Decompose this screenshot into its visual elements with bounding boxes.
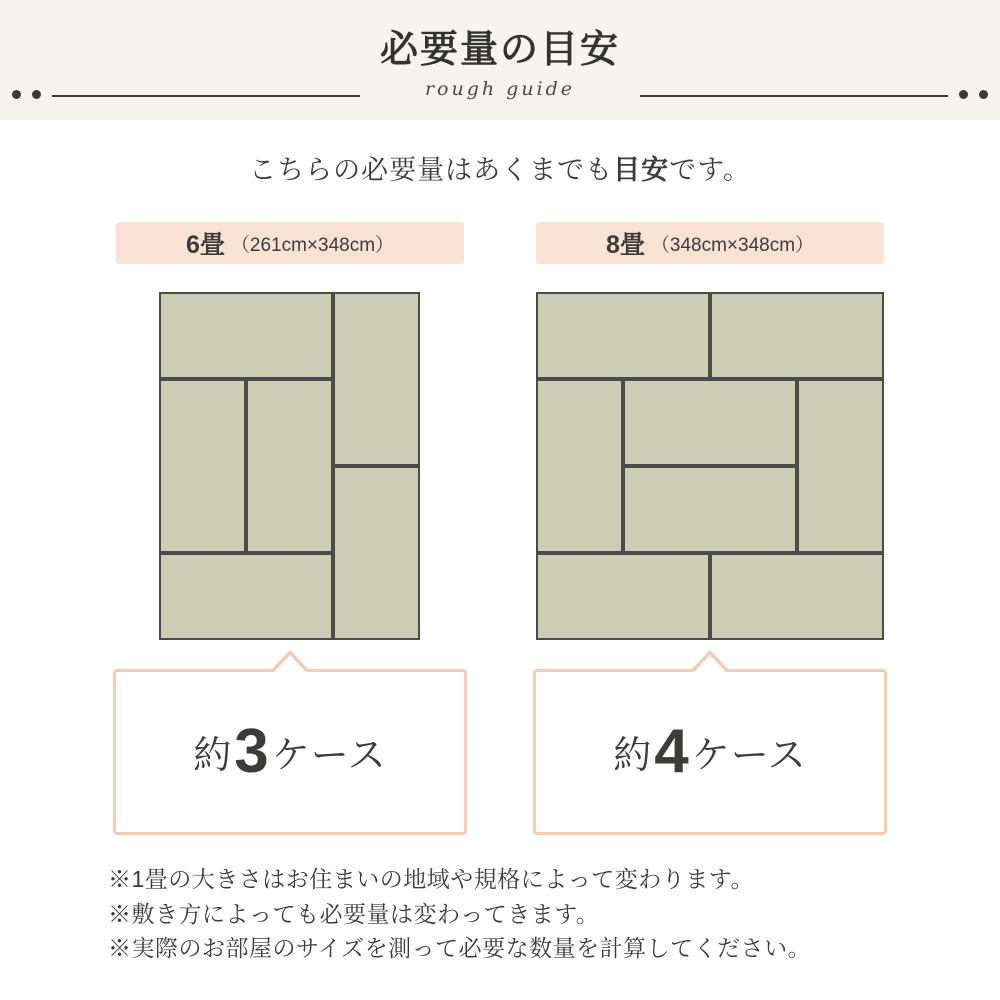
size-label-8jo	[536, 222, 884, 264]
header-band	[0, 0, 1000, 120]
note-item: ※1畳の大きさはお住まいの地域や規格によって変わります。	[108, 866, 754, 892]
note-item: ※敷き方によっても必要量は変わってきます。	[108, 900, 600, 927]
tatami-layout-6jo	[159, 292, 421, 641]
tatami-mat	[623, 466, 797, 553]
callout-8jo-number: 4	[654, 717, 690, 786]
callout-6jo-prefix: 約	[193, 735, 233, 777]
tatami-mat	[797, 379, 884, 553]
tatami-mat	[536, 379, 623, 553]
tatami-mat	[333, 292, 420, 466]
callout-arrow-fill-icon	[693, 655, 727, 673]
column-6jo	[80, 222, 500, 835]
size-label-8jo-dim: （348cm×348cm）	[650, 234, 815, 256]
callout-6jo-suffix: ケース	[271, 735, 387, 777]
callout-6jo-text	[193, 717, 387, 786]
decor-dot-icon	[959, 90, 968, 99]
callout-8jo-suffix: ケース	[691, 735, 807, 777]
callout-6jo	[113, 669, 467, 835]
tatami-mat	[333, 466, 420, 640]
callout-8jo-prefix: 約	[613, 735, 653, 777]
note-item: ※実際のお部屋のサイズを測って必要な数量を計算してください。	[108, 935, 812, 961]
tatami-mat	[536, 292, 710, 379]
tatami-mat	[710, 292, 884, 379]
tatami-mat	[536, 553, 710, 640]
tatami-mat	[159, 292, 333, 379]
tatami-mat	[159, 553, 333, 640]
callout-8jo	[533, 669, 887, 835]
size-label-6jo	[116, 222, 464, 264]
size-label-6jo-dim: （261cm×348cm）	[230, 234, 395, 256]
callout-6jo-number: 3	[234, 717, 270, 786]
tatami-layout-8jo	[536, 292, 885, 641]
tatami-mat	[710, 553, 884, 640]
callout-8jo-text	[613, 717, 807, 786]
lead-emphasis: 目安	[613, 155, 670, 185]
callout-arrow-fill-icon	[273, 655, 307, 673]
lead-text	[0, 148, 1000, 187]
lead-prefix: こちらの必要量はあくまでも	[249, 155, 614, 185]
page-title: 必要量の目安	[379, 29, 620, 71]
tatami-mat	[246, 379, 333, 553]
page-subtitle: rough guide	[424, 78, 576, 100]
lead-suffix: です。	[669, 155, 751, 185]
size-label-6jo-main: 6畳	[185, 231, 225, 259]
tatami-mat	[623, 379, 797, 466]
divider-line-right	[640, 95, 948, 97]
decor-dot-icon	[979, 90, 988, 99]
size-label-8jo-main: 8畳	[605, 231, 645, 259]
column-8jo	[500, 222, 920, 835]
header-subtitle-row	[0, 78, 1000, 114]
tatami-mat	[159, 379, 246, 553]
notes-list	[108, 862, 948, 966]
